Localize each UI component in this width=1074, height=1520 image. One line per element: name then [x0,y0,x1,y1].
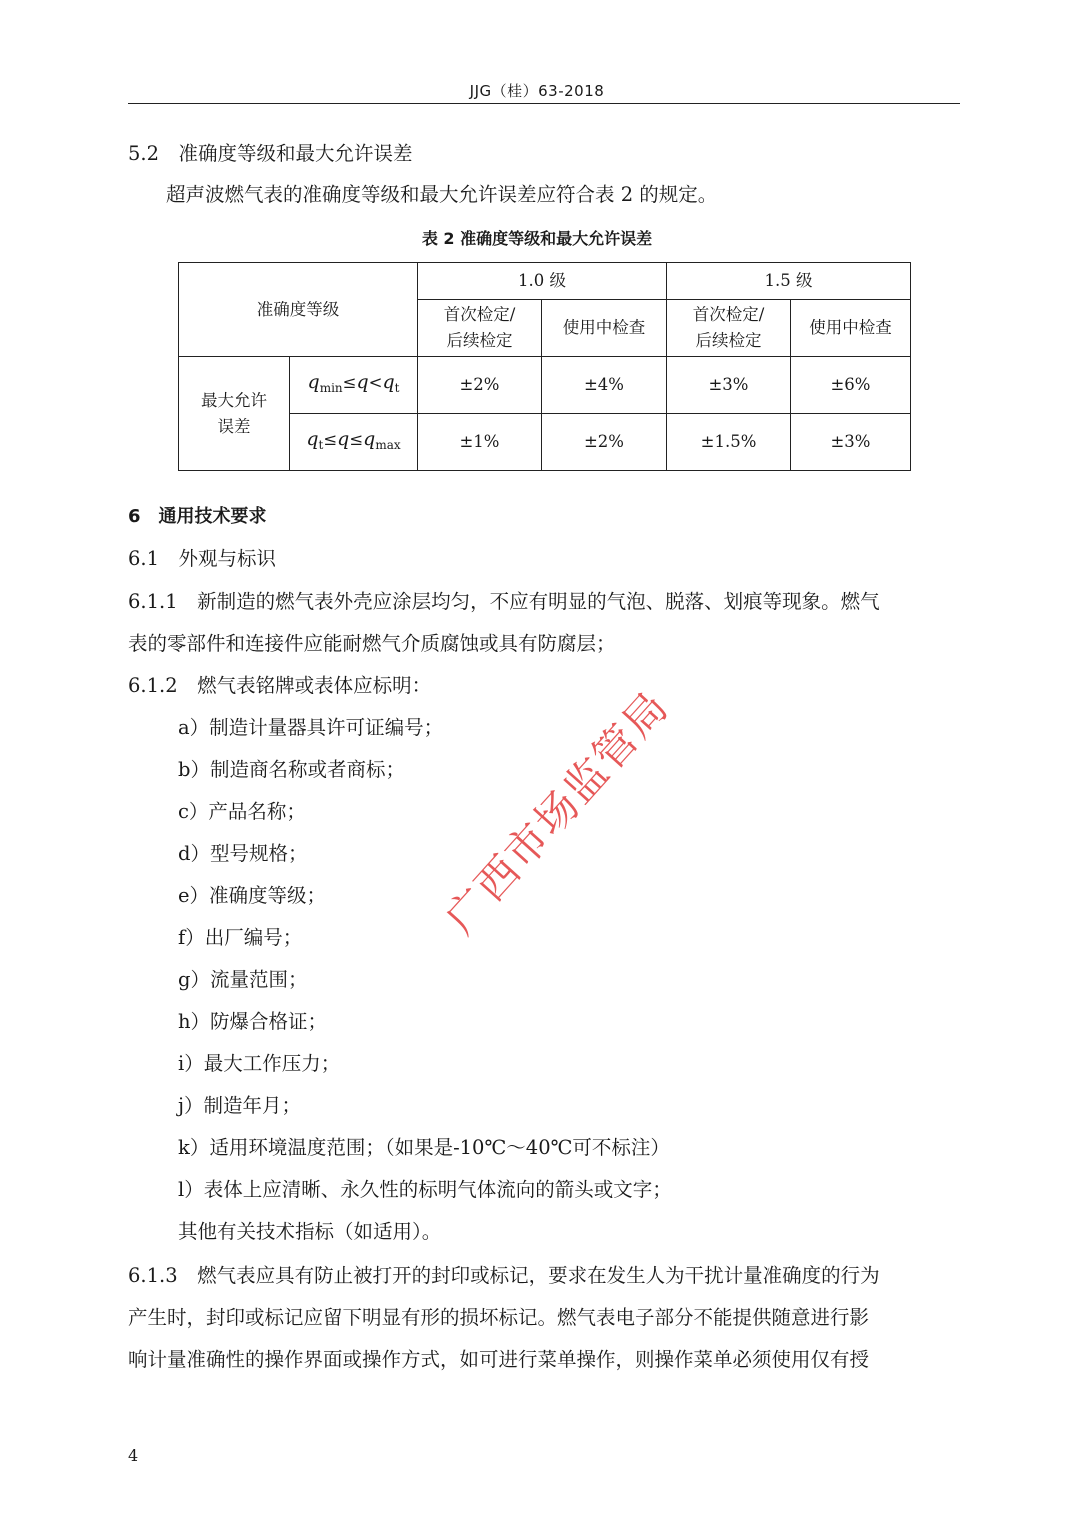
list-item: l）表体上应清晰、永久性的标明气体流向的箭头或文字； [178,1178,672,1201]
list-item: k）适用环境温度范围；（如果是-10℃～40℃可不标注） [178,1136,670,1159]
col-first-verification-1-5: 首次检定/ 后续检定 [667,300,791,357]
list-item: d）型号规格； [178,842,308,865]
section-6-1-heading: 6.1 外观与标识 [128,547,277,570]
mpe-label: 最大允许 误差 [179,357,290,471]
table-cell: ±1.5% [667,414,791,471]
col-in-use-1-0: 使用中检查 [542,300,667,357]
para-6-1-1-line1: 6.1.1 新制造的燃气表外壳应涂层均匀，不应有明显的气泡、脱落、划痕等现象。燃气 [128,590,880,613]
class-1-0-header: 1.0 级 [418,263,667,300]
page-number: 4 [128,1446,139,1465]
table-cell: ±3% [667,357,791,414]
para-6-1-3-line2: 产生时，封印或标记应留下明显有形的损坏标记。燃气表电子部分不能提供随意进行影 [128,1306,870,1329]
section-6-heading: 6 通用技术要求 [128,506,267,527]
table-caption: 表 2 准确度等级和最大允许误差 [421,229,653,248]
list-item: j）制造年月； [178,1094,302,1117]
accuracy-class-header: 准确度等级 [179,263,418,357]
table-cell: ±4% [542,357,667,414]
watermark [430,660,695,945]
list-item: h）防爆合格证； [178,1010,328,1033]
table-cell: ±2% [542,414,667,471]
list-item: f）出厂编号； [178,926,303,949]
para-6-1-2: 6.1.2 燃气表铭牌或表体应标明： [128,674,432,697]
table-cell: ±6% [791,357,911,414]
para-6-1-3-line3: 响计量准确性的操作界面或操作方式，如可进行菜单操作，则操作菜单必须使用仅有授 [128,1348,870,1371]
para-6-1-1-line2: 表的零部件和连接件应能耐燃气介质腐蚀或具有防腐层； [128,632,616,655]
list-item: a）制造计量器具许可证编号； [178,716,444,739]
accuracy-table [178,262,911,471]
class-1-5-header: 1.5 级 [667,263,911,300]
section-5-2-heading: 5.2 准确度等级和最大允许误差 [128,142,413,165]
para-6-1-3-line1: 6.1.3 燃气表应具有防止被打开的封印或标记，要求在发生人为干扰计量准确度的行为 [128,1264,880,1287]
table-cell: ±2% [418,357,542,414]
list-item: g）流量范围； [178,968,308,991]
list-item: i）最大工作压力； [178,1052,341,1075]
table-cell: ±3% [791,414,911,471]
list-item: 其他有关技术指标（如适用）。 [178,1220,442,1243]
col-in-use-1-5: 使用中检查 [791,300,911,357]
header-rule [128,103,960,104]
document-header: JJG（桂）63-2018 [469,82,605,100]
section-5-2-body: 超声波燃气表的准确度等级和最大允许误差应符合表 2 的规定。 [166,183,718,206]
col-first-verification-1-0: 首次检定/ 后续检定 [418,300,542,357]
table-cell: ±1% [418,414,542,471]
list-item: b）制造商名称或者商标； [178,758,405,781]
list-item: e）准确度等级； [178,884,327,907]
range-low-flow: $q_{min}\le q<q_t$ [290,357,418,414]
list-item: c）产品名称； [178,800,306,823]
range-high-flow: $q_t\le q\le q_{max}$ [290,414,418,471]
watermark-text: 广西市场监管局 [435,681,679,944]
